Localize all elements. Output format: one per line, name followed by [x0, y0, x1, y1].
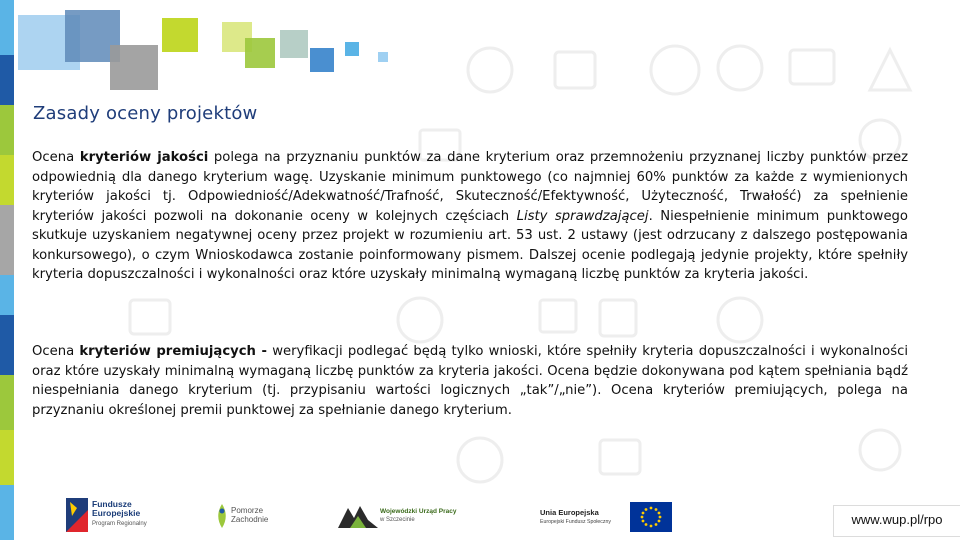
- logo-text-line: Zachodnie: [231, 515, 269, 524]
- building-icon: [600, 300, 636, 336]
- leaf-icon: [398, 298, 442, 342]
- logo-text-line: w Szczecinie: [380, 517, 415, 523]
- paragraph-text: polega na przyznaniu punktów za dane kryterium oraz przemnożeniu przyznanej liczby punktów przez odpowiednią dla danego kryterium wagę. Uzyskanie minimum punktowego (co najmniej 60% punktów za każde z wymienionych kryteriów jakości tj. Odpowiedniość/Adekwatność/Trafność, Skuteczność/Efektywność, Użyteczność, Trwałość) za spełnienie kryteriów jakości pozwoli na dokonanie oceny w kolejnych częściach: [32, 150, 908, 224]
- paragraph-bold-term: kryteriów jakości: [79, 150, 209, 165]
- logo-text-line: Unia Europejska: [540, 508, 599, 517]
- gear-icon: [718, 298, 762, 342]
- people-icon: [860, 430, 900, 470]
- paragraph-text: Ocena: [32, 150, 80, 165]
- fe-emblem-icon: [66, 498, 88, 532]
- page-title: Zasady oceny projektów: [33, 103, 258, 124]
- logo-text-line: Europejskie: [92, 508, 141, 518]
- logo-wup-szczecin: [338, 500, 483, 536]
- chart-icon: [540, 300, 576, 332]
- paragraph-premium-criteria: [32, 342, 908, 420]
- recycle-icon: [468, 48, 512, 92]
- paragraph-text: weryfikacji podlegać będą tylko wnioski, które spełniły kryteria dopuszczalności i wykonalności oraz które uzyskały minimalną wymaganą liczbę punktów za kryteria jakości. Ocena będzie dokonywana pod kątem spełniania bądź niespełniania danego kryterium (tj. przypisaniu wartości logicznych „tak”/„nie”). Ocena kryteriów premiujących, polega na przyznaniu określonej premii punktowej za spełnianie danego kryterium.: [32, 344, 908, 418]
- logo-text-line: Program Regionalny: [92, 521, 147, 527]
- logo-fundusze-europejskie: [66, 496, 206, 536]
- wup-emblem-icon: [338, 504, 378, 530]
- bus-icon: [130, 300, 170, 334]
- mountain-icon: [870, 50, 910, 90]
- globe-icon: [651, 46, 699, 94]
- recycle-icon: [458, 438, 502, 482]
- chat-icon: [790, 50, 834, 84]
- logo-unia-europejska: [540, 500, 675, 536]
- logo-text-line: Wojewódzki Urząd Pracy: [380, 508, 457, 515]
- paragraph-italic-term: Listy sprawdzającej: [516, 208, 649, 224]
- paragraph-bold-term: kryteriów premiujących -: [79, 344, 268, 359]
- paragraph-quality-criteria: [32, 148, 908, 285]
- pomorze-emblem-icon: [215, 502, 229, 530]
- logo-pomorze-zachodnie: [215, 500, 285, 536]
- leaf-icon: [718, 46, 762, 90]
- shopping-icon: [600, 440, 640, 474]
- logo-text-line: Pomorze: [231, 506, 264, 515]
- eu-flag-icon: [630, 502, 672, 532]
- logo-text-line: Fundusze: [92, 499, 132, 509]
- paragraph-text: Ocena: [32, 344, 80, 359]
- logo-text-line: Europejski Fundusz Społeczny: [540, 519, 611, 525]
- footer-logos: [0, 490, 960, 540]
- paragraph-text: . Niespełnienie minimum punktowego skutkuje uzyskaniem negatywnej oceny przez projekt w rozumieniu art. 53 ust. 2 ustawy (jest odrzucany z dalszego postępowania konkursowego), o czym Wnioskodawca zostanie poinformowany pismem. Dalszej ocenie podlegają jedynie projekty, które spełniły kryteria dopuszczalności i wykonalności oraz które uzyskały minimalną wymaganą liczbę punktów za kryteria jakości.: [32, 208, 908, 282]
- map-icon: [555, 52, 595, 88]
- website-link[interactable]: www.wup.pl/rpo: [833, 505, 960, 537]
